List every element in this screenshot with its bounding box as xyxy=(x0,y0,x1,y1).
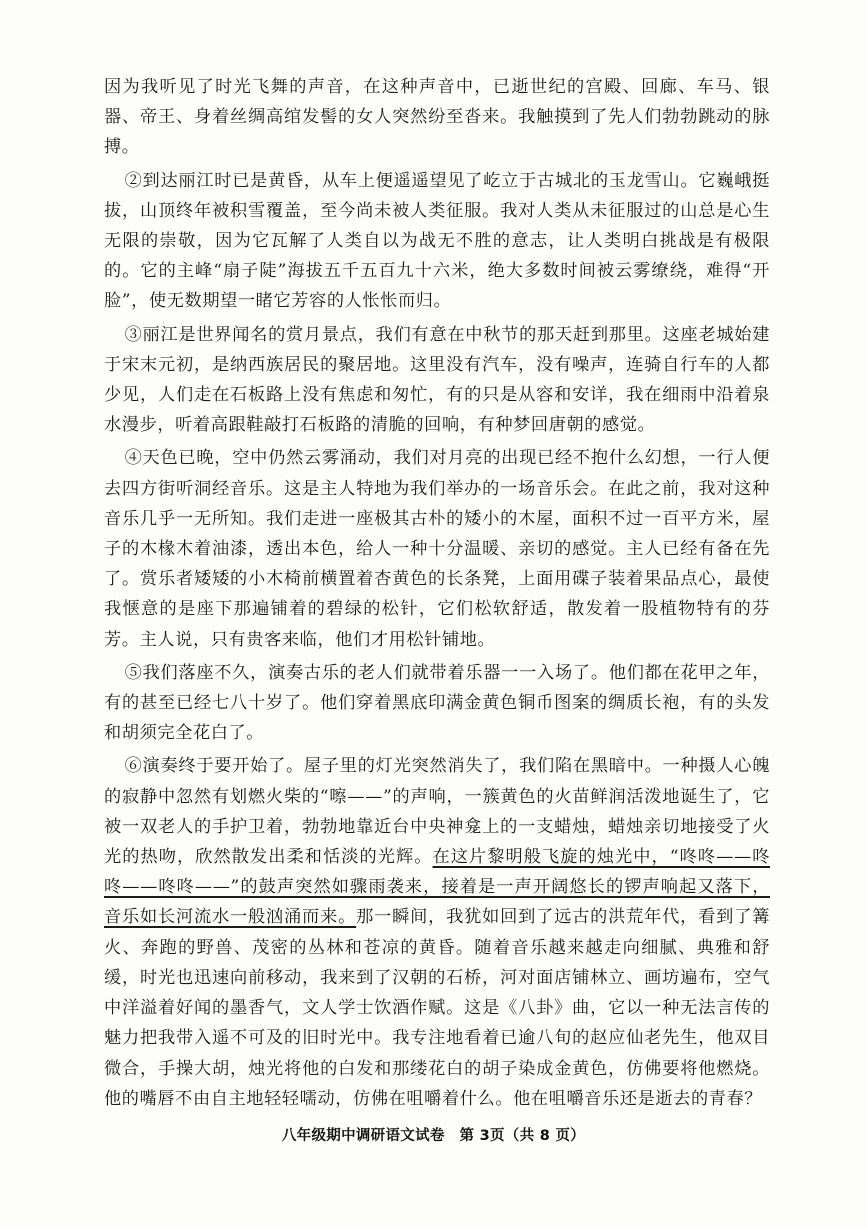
underlined-sentence: 在这片黎明般飞旋的烛光中，“咚咚——咚咚——咚咚——”的鼓声突然如骤雨袭来，接着是一声开阔悠长的锣声响起又落下，音乐如长河流水一般汹涌而来。 xyxy=(104,847,770,928)
paragraph-4: ④天色已晚，空中仍然云雾涌动，我们对月亮的出现已经不抱什么幻想，一行人便去四方街听洞经音乐。这是主人特地为我们举办的一场音乐会。在此之前，我对这种音乐几乎一无所知。我们走进一座极其古朴的矮小的木屋，面积不过一百平方米，屋子的木椽木着油漆，透出本色，给人一种十分温暖、亲切的感觉。主人已经有备在先了。赏乐者矮矮的小木椅前横置着杏黄色的长条凳，上面用碟子装着果品点心，最使我惬意的是座下那遍铺着的碧绿的松针，它们松软舒适，散发着一股植物特有的芬芳。主人说，只有贵客来临，他们才用松针铺地。 xyxy=(104,448,770,650)
paragraph-continuation: 因为我听见了时光飞舞的声音，在这种声音中，已逝世纪的宫殿、回廊、车马、银器、帝王、身着丝绸高绾发髻的女人突然纷至沓来。我触摸到了先人们勃勃跳动的脉搏。 xyxy=(104,77,770,158)
page-footer: 八年级期中调研语文试卷 第 3页（共 8 页） xyxy=(281,1128,586,1144)
reading-passage xyxy=(104,72,770,1117)
paragraph-5: ⑤我们落座不久，演奏古乐的老人们就带着乐器一一入场了。他们都在花甲之年，有的甚至已经七八十岁了。他们穿着黑底印满金黄色铜币图案的绸质长袍，有的头发和胡须完全花白了。 xyxy=(104,662,770,744)
paragraph-6-intro: ⑥演奏终于要开始了。屋子里的灯光突然消失了，我们陷在黑暗中。一种摄人心魄的寂静中忽然有划燃火柴的“嚓——”的声响，一簇黄色的火苗鲜润活泼地诞生了，它被一双老人的手护卫着，勃勃地靠近台中央神龛上的一支蜡烛，蜡烛亲切地接受了火光的热吻，欣然散发出柔和恬淡的光辉。 xyxy=(104,756,770,868)
paragraph-3: ③丽江是世界闻名的赏月景点，我们有意在中秋节的那天赶到那里。这座老城始建于宋末元初，是纳西族居民的聚居地。这里没有汽车，没有噪声，连骑自行车的人都少见，人们走在石板路上没有焦虑和匆忙，有的只是从容和安详，我在细雨中沿着泉水漫步，听着高跟鞋敲打石板路的清脆的回响，有种梦回唐朝的感觉。 xyxy=(104,324,770,436)
paragraph-6-rest: 那一瞬间，我犹如回到了远古的洪荒年代，看到了篝火、奔跑的野兽、茂密的丛林和苍凉的黄昏。随着音乐越来越走向细腻、典雅和舒缓，时光也迅速向前移动，我来到了汉朝的石桥，河对面店铺林立、画坊遍布，空气中洋溢着好闻的墨香气，文人学士饮酒作赋。这是《八卦》曲，它以一种无法言传的魅力把我带入遥不可及的旧时光中。我专注地看着已逾八旬的赵应仙老先生，他双目微合，手操大胡，烛光将他的白发和那缕花白的胡子染成金黄色，仿佛要将他燃烧。他的嘴唇不由自主地轻轻嚅动，仿佛在咀嚼着什么。他在咀嚼音乐还是逝去的青春？ xyxy=(104,907,770,1109)
paragraph-2: ②到达丽江时已是黄昏，从车上便遥遥望见了屹立于古城北的玉龙雪山。它巍峨挺拔，山顶终年被积雪覆盖，至今尚未被人类征服。我对人类从未征服过的山总是心生无限的崇敬，因为它瓦解了人类自以为战无不胜的意志，让人类明白挑战是有极限的。它的主峰“扇子陡”海拔五千五百九十六米，绝大多数时间被云雾缭绕，难得“开脸”，使无数期望一睹它芳容的人怅怅而归。 xyxy=(104,170,770,312)
paragraph-6 xyxy=(104,751,770,1113)
